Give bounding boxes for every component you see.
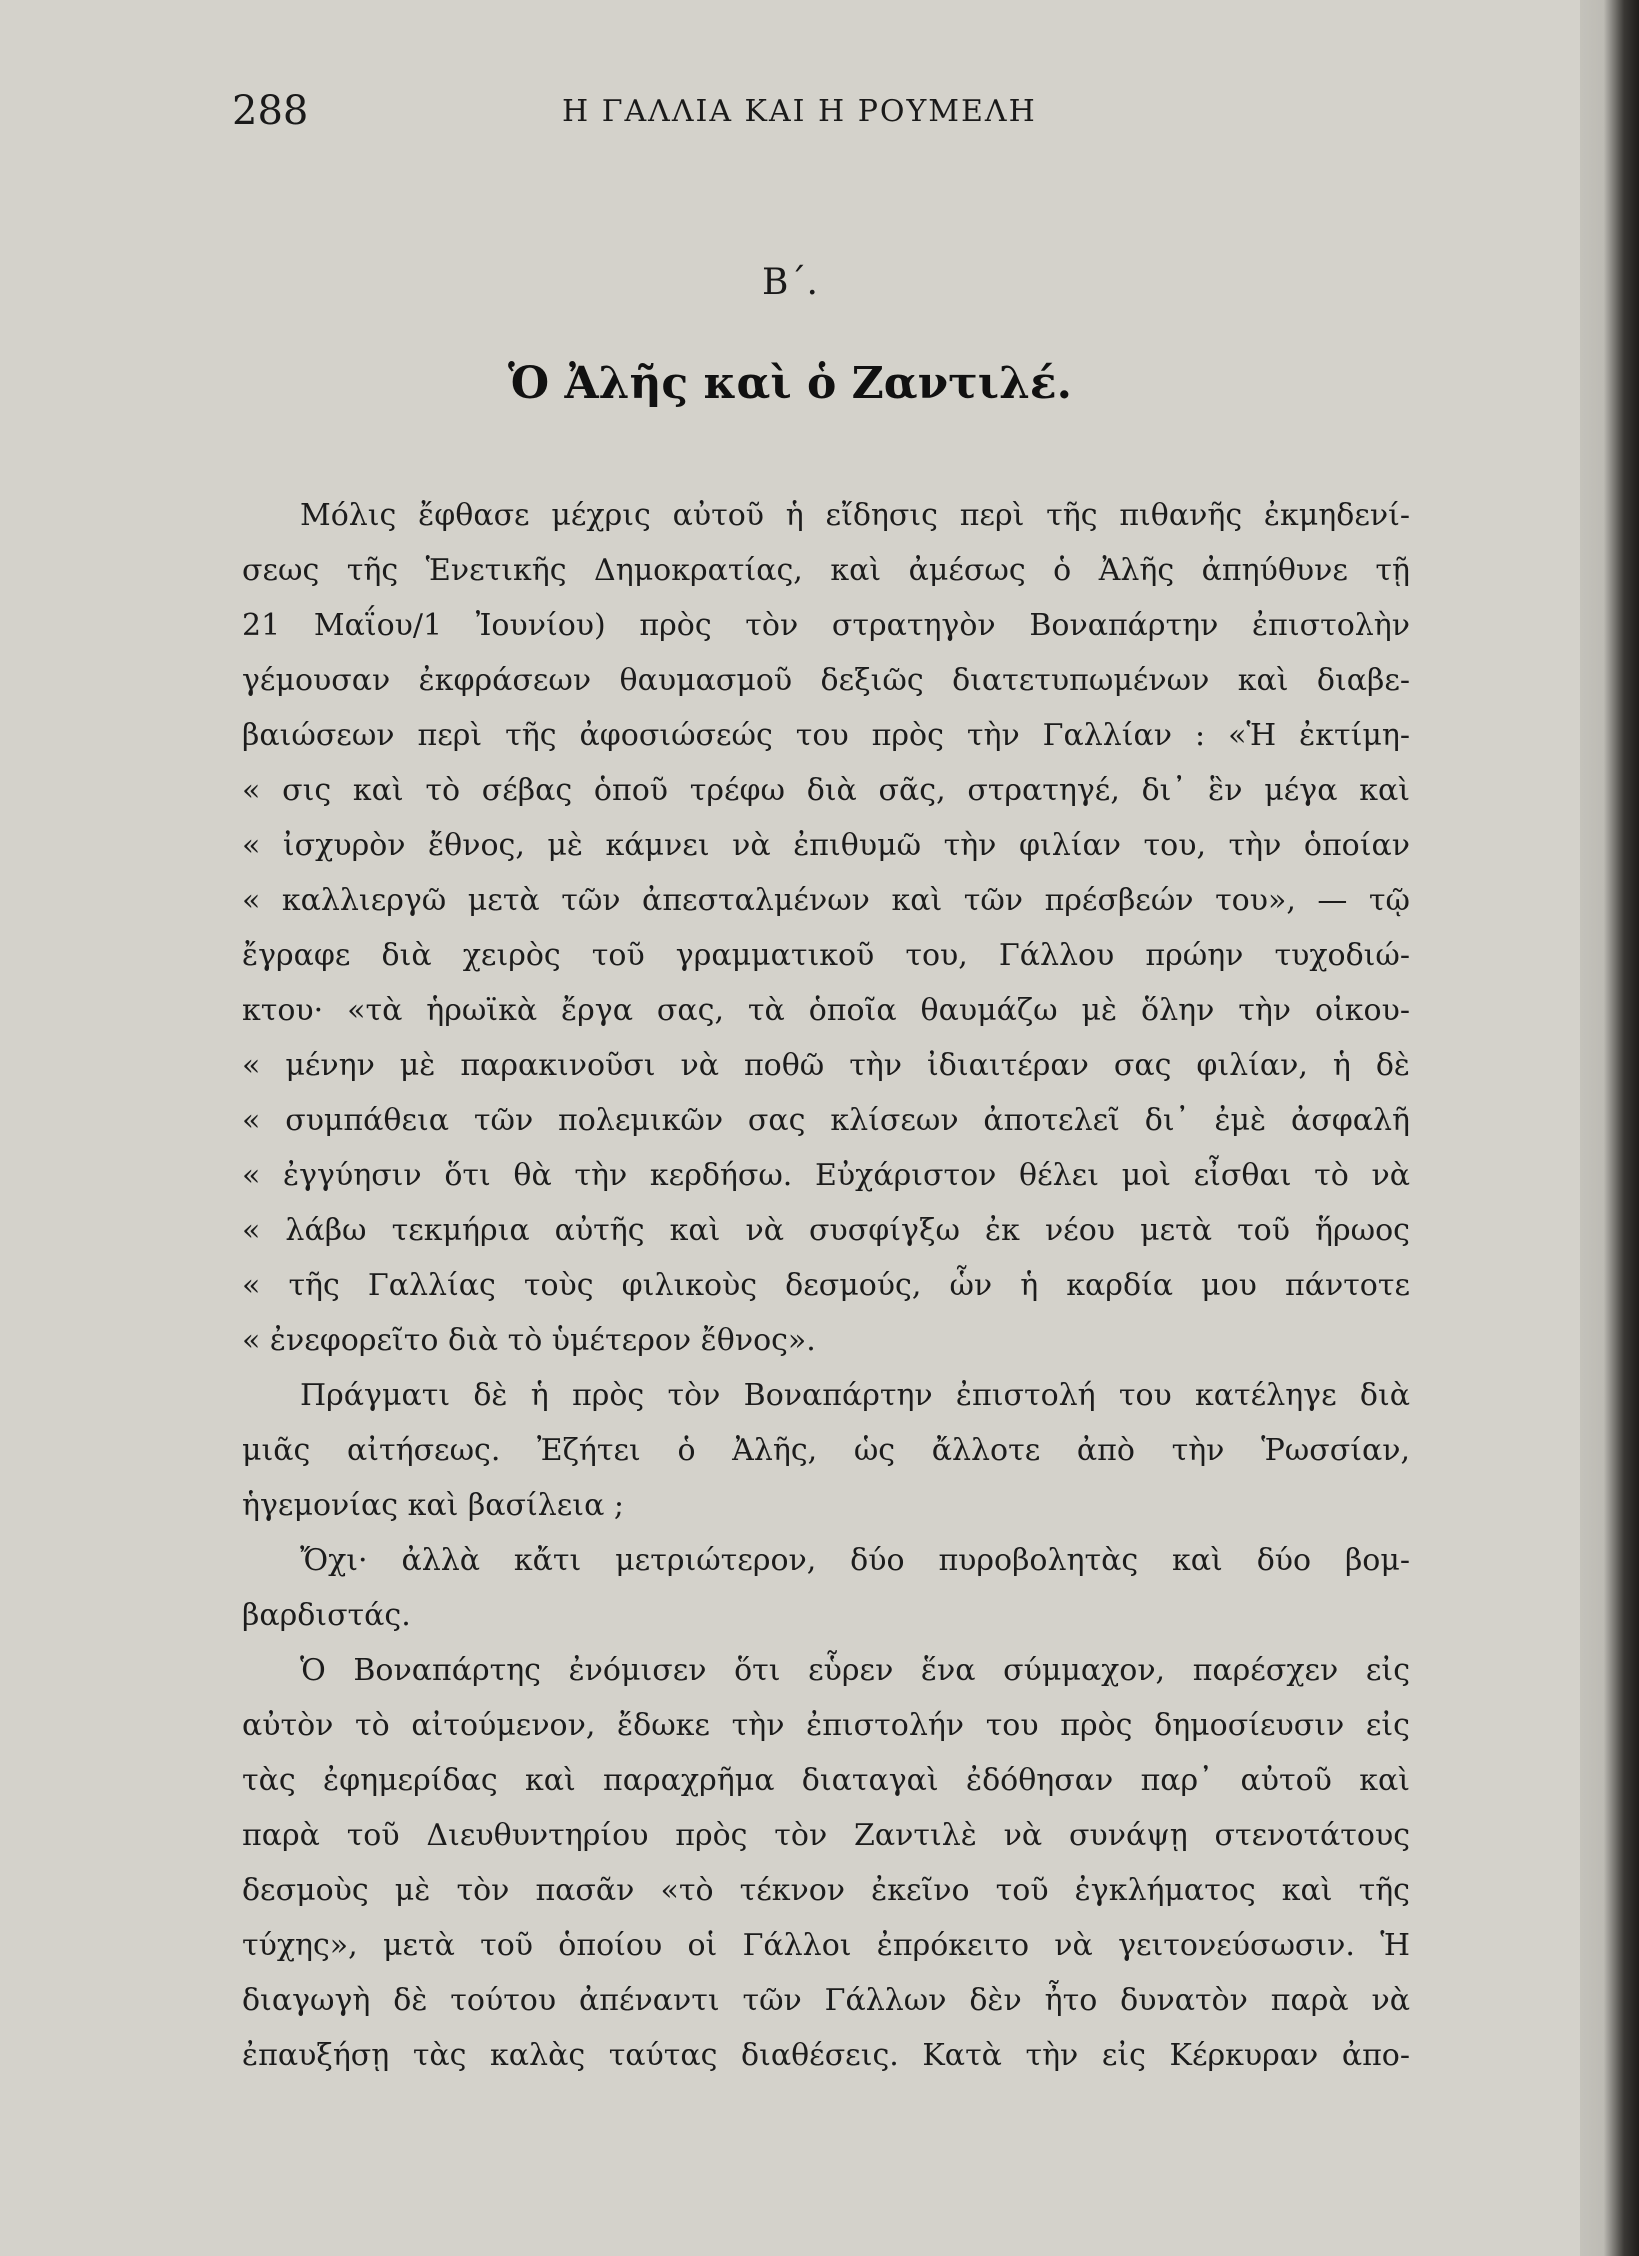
text-line: « ἐνεφορεῖτο διὰ τὸ ὑμέτερον ἔθνος». (242, 1323, 816, 1358)
text-line: « λάβω τεκμήρια αὐτῆς καὶ νὰ συσφίγξω ἐκ νέου μετὰ τοῦ ἥρωος (242, 1213, 1410, 1248)
text-line: αὐτὸν τὸ αἰτούμενον, ἔδωκε τὴν ἐπιστολήν του πρὸς δημοσίευσιν εἰς (242, 1708, 1410, 1743)
running-title: Η ΓΑΛΛΙΑ ΚΑΙ Η ΡΟΥΜΕΛΗ (562, 94, 1037, 129)
text-line: γέμουσαν ἐκφράσεων θαυμασμοῦ δεξιῶς διατετυπωμένων καὶ διαβε- (242, 663, 1410, 698)
text-line: ἔγραφε διὰ χειρὸς τοῦ γραμματικοῦ του, Γάλλου πρώην τυχοδιώ- (242, 938, 1410, 973)
text-line: « σις καὶ τὸ σέβας ὁποῦ τρέφω διὰ σᾶς, στρατηγέ, δι᾽ ἓν μέγα καὶ (242, 773, 1410, 808)
page-header (232, 88, 1052, 138)
text-line: « ἐγγύησιν ὅτι θὰ τὴν κερδήσω. Εὐχάριστον θέλει μοὶ εἶσθαι τὸ νὰ (242, 1158, 1410, 1193)
text-line: παρὰ τοῦ Διευθυντηρίου πρὸς τὸν Ζαντιλὲ νὰ συνάψῃ στενοτάτους (242, 1818, 1410, 1853)
text-line: « τῆς Γαλλίας τοὺς φιλικοὺς δεσμούς, ὧν ἡ καρδία μου πάντοτε (242, 1268, 1410, 1303)
text-line: τὰς ἐφημερίδας καὶ παραχρῆμα διαταγαὶ ἐδόθησαν παρ᾽ αὐτοῦ καὶ (242, 1763, 1410, 1798)
text-line: διαγωγὴ δὲ τούτου ἀπέναντι τῶν Γάλλων δὲν ἦτο δυνατὸν παρὰ νὰ (242, 1983, 1410, 2018)
text-line: ἡγεμονίας καὶ βασίλεια ; (242, 1488, 624, 1523)
section-number: Β΄. (762, 262, 818, 303)
text-line: σεως τῆς Ἑνετικῆς Δημοκρατίας, καὶ ἀμέσως ὁ Ἀλῆς ἀπηύθυνε τῇ (242, 553, 1410, 588)
book-spine-shadow (1580, 0, 1639, 2256)
text-line: βαρδιστάς. (242, 1598, 411, 1633)
text-line: μιᾶς αἰτήσεως. Ἐζήτει ὁ Ἀλῆς, ὡς ἄλλοτε ἀπὸ τὴν Ῥωσσίαν, (242, 1433, 1410, 1468)
text-line: « ἰσχυρὸν ἔθνος, μὲ κάμνει νὰ ἐπιθυμῶ τὴν φιλίαν του, τὴν ὁποίαν (242, 828, 1410, 863)
text-line: 21 Μαΐου/1 Ἰουνίου) πρὸς τὸν στρατηγὸν Βοναπάρτην ἐπιστολὴν (242, 608, 1410, 643)
text-line: κτου· «τὰ ἡρωϊκὰ ἔργα σας, τὰ ὁποῖα θαυμάζω μὲ ὅλην τὴν οἰκου- (242, 993, 1410, 1028)
section-title: Ὁ Ἀλῆς καὶ ὁ Ζαντιλέ. (508, 358, 1072, 409)
text-line: ἐπαυξήσῃ τὰς καλὰς ταύτας διαθέσεις. Κατὰ τὴν εἰς Κέρκυραν ἀπο- (242, 2038, 1410, 2073)
text-line: Ὄχι· ἀλλὰ κἄτι μετριώτερον, δύο πυροβολητὰς καὶ δύο βομ- (300, 1543, 1410, 1578)
text-line: Μόλις ἔφθασε μέχρις αὐτοῦ ἡ εἴδησις περὶ τῆς πιθανῆς ἐκμηδενί- (300, 498, 1410, 533)
text-line: « μένην μὲ παρακινοῦσι νὰ ποθῶ τὴν ἰδιαιτέραν σας φιλίαν, ἡ δὲ (242, 1048, 1410, 1083)
text-line: Πράγματι δὲ ἡ πρὸς τὸν Βοναπάρτην ἐπιστολή του κατέληγε διὰ (300, 1378, 1410, 1413)
text-line: δεσμοὺς μὲ τὸν πασᾶν «τὸ τέκνον ἐκεῖνο τοῦ ἐγκλήματος καὶ τῆς (242, 1873, 1410, 1908)
text-line: Ὁ Βοναπάρτης ἐνόμισεν ὅτι εὗρεν ἕνα σύμμαχον, παρέσχεν εἰς (300, 1653, 1410, 1688)
text-line: τύχης», μετὰ τοῦ ὁποίου οἱ Γάλλοι ἐπρόκειτο νὰ γειτονεύσωσιν. Ἡ (242, 1928, 1410, 1963)
page-number: 288 (232, 88, 309, 134)
text-line: βαιώσεων περὶ τῆς ἀφοσιώσεώς του πρὸς τὴν Γαλλίαν : «Ἡ ἐκτίμη- (242, 718, 1410, 753)
text-line: « καλλιεργῶ μετὰ τῶν ἀπεσταλμένων καὶ τῶν πρέσβεών του», — τῷ (242, 883, 1410, 918)
text-line: « συμπάθεια τῶν πολεμικῶν σας κλίσεων ἀποτελεῖ δι᾽ ἐμὲ ἀσφαλῆ (242, 1103, 1410, 1138)
body-text (242, 488, 1410, 2083)
